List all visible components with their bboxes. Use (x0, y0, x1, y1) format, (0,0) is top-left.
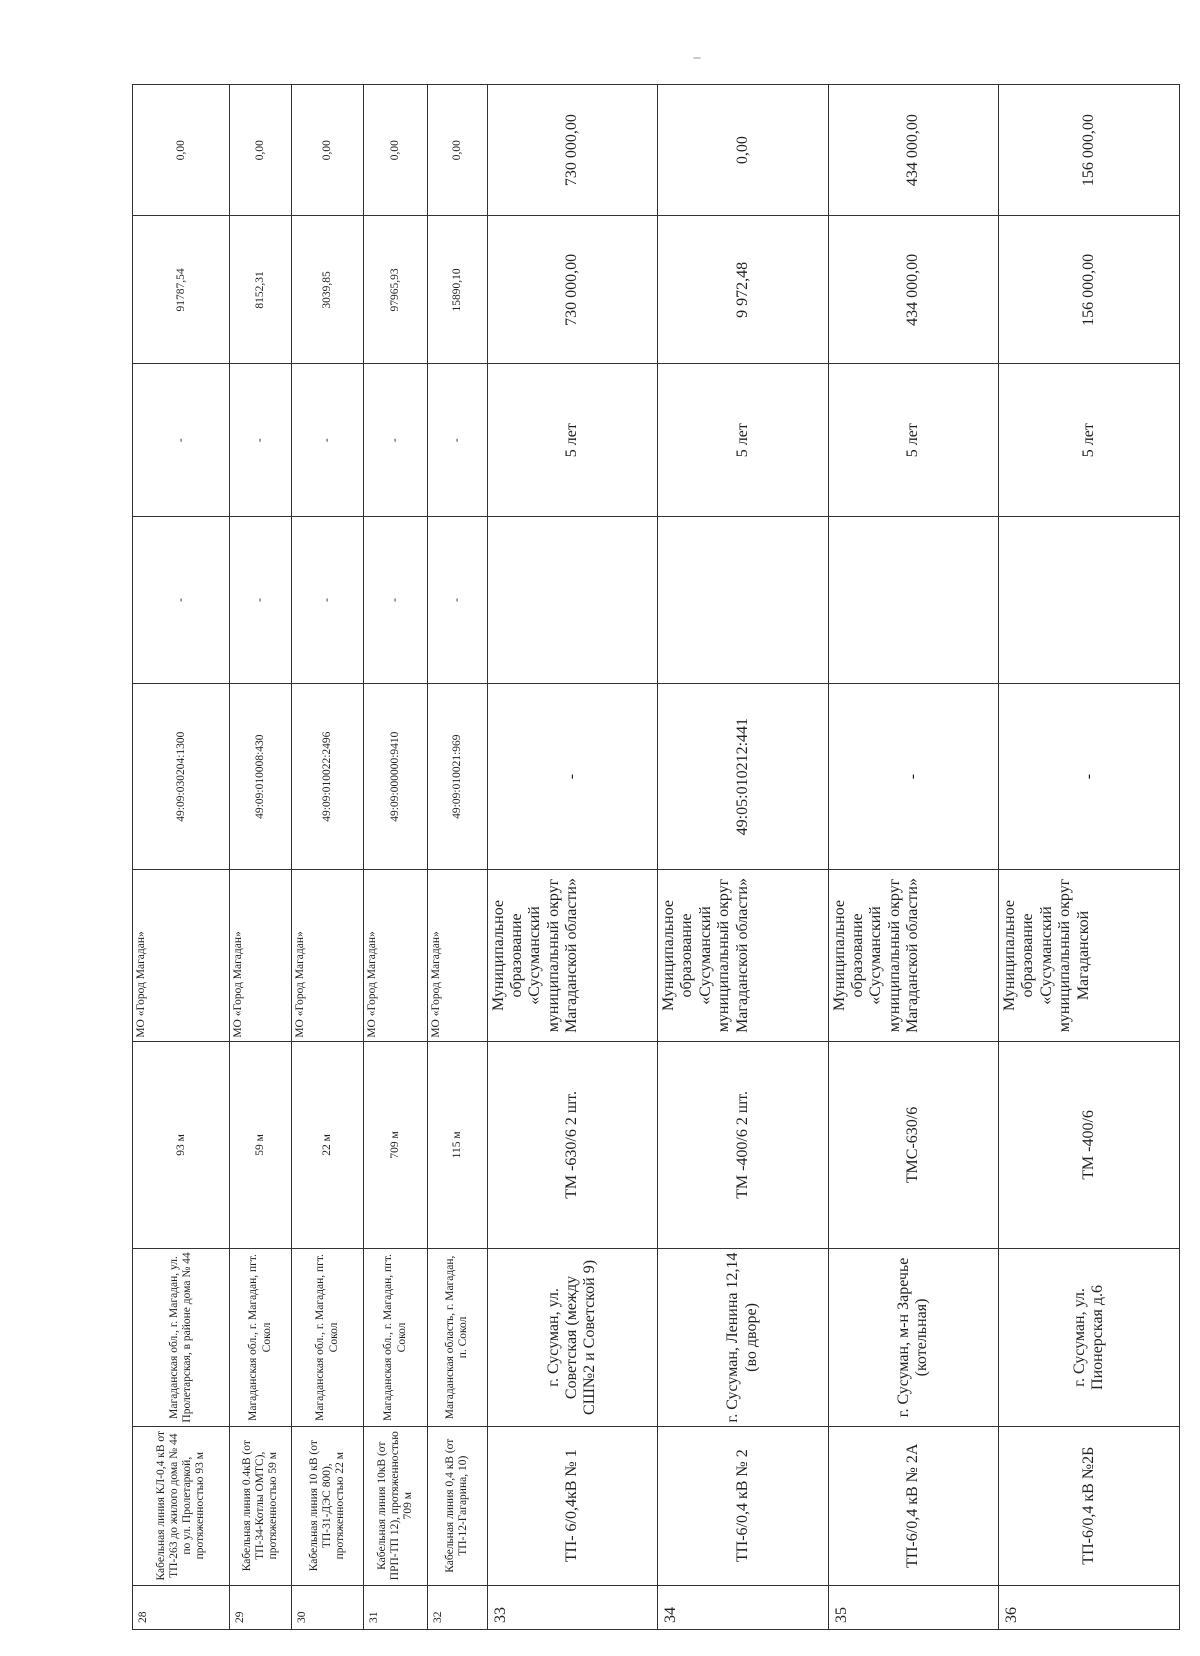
table-row (427, 85, 487, 1630)
term-value: 5 лет (998, 364, 1179, 516)
object-characteristic: 93 м (133, 1041, 230, 1248)
object-characteristic: ТМ -400/6 (998, 1041, 1179, 1248)
table-row (133, 85, 230, 1630)
object-name: ТП- 6/0,4кВ № 1 (487, 1426, 657, 1585)
row-number: 32 (427, 1585, 487, 1629)
term-value: 5 лет (828, 364, 998, 516)
term-value: - (364, 364, 428, 516)
cost-value: 91787,54 (133, 216, 230, 364)
cadastral-number: 49:09:030204:1300 (133, 684, 230, 870)
cost-value: 3039,85 (291, 216, 363, 364)
object-owner: МО «Город Магадан» (427, 870, 487, 1041)
term-value: - (133, 364, 230, 516)
property-table (132, 84, 1180, 1630)
amount-value: 0,00 (291, 85, 363, 216)
object-address: г. Сусуман, ул. Пионерская д.6 (998, 1249, 1179, 1427)
object-characteristic: 709 м (364, 1041, 428, 1248)
table-row (230, 85, 292, 1630)
row-number: 31 (364, 1585, 428, 1629)
object-characteristic: ТМ -630/6 2 шт. (487, 1041, 657, 1248)
object-name: ТП-6/0,4 кВ № 2 (658, 1426, 828, 1585)
row-number: 30 (291, 1585, 363, 1629)
cadastral-number: - (487, 684, 657, 870)
amount-value: 156 000,00 (998, 85, 1179, 216)
object-address: г. Сусуман, ул. Советская (между СШ№2 и Советской 9) (487, 1249, 657, 1427)
row-number: 35 (828, 1585, 998, 1629)
table-row (828, 85, 998, 1630)
object-address: Магаданская обл., г. Магадан, пгт. Сокол (364, 1249, 428, 1427)
table-row (658, 85, 828, 1630)
object-owner: Муниципальное образование «Сусуманский муниципальный округ Магаданской области» (828, 870, 998, 1041)
object-address: Магаданская обл., г. Магадан, пгт. Сокол (230, 1249, 292, 1427)
object-name: ТП-6/0,4 кВ № 2А (828, 1426, 998, 1585)
column-7-value: - (133, 516, 230, 683)
table-row (364, 85, 428, 1630)
amount-value: 730 000,00 (487, 85, 657, 216)
cost-value: 8152,31 (230, 216, 292, 364)
object-owner: МО «Город Магадан» (291, 870, 363, 1041)
row-number: 34 (658, 1585, 828, 1629)
term-value: - (291, 364, 363, 516)
object-owner: Муниципальное образование «Сусуманский муниципальный округ Магаданской области» (487, 870, 657, 1041)
object-name: Кабельная линия 10кВ (от ПРП-ТП 12), протяженностью 709 м (364, 1426, 428, 1585)
cadastral-number: 49:09:010008:430 (230, 684, 292, 870)
cadastral-number: 49:05:010212:441 (658, 684, 828, 870)
object-characteristic: ТМС-630/6 (828, 1041, 998, 1248)
row-number: 33 (487, 1585, 657, 1629)
object-characteristic: 59 м (230, 1041, 292, 1248)
term-value: 5 лет (487, 364, 657, 516)
amount-value: 434 000,00 (828, 85, 998, 216)
object-name: Кабельная линия 0.4кВ (от ТП-34-Котлы ОМТС), протяженностью 59 м (230, 1426, 292, 1585)
object-characteristic: 22 м (291, 1041, 363, 1248)
object-address: Магаданская область, г. Магадан, п. Сокол (427, 1249, 487, 1427)
column-7-value: - (427, 516, 487, 683)
column-7-value (658, 516, 828, 683)
object-owner: МО «Город Магадан» (133, 870, 230, 1041)
object-address: Магаданская обл., г. Магадан, ул. Пролетарская, в районе дома № 44 (133, 1249, 230, 1427)
object-characteristic: ТМ -400/6 2 шт. (658, 1041, 828, 1248)
term-value: - (427, 364, 487, 516)
column-7-value (487, 516, 657, 683)
amount-value: 0,00 (427, 85, 487, 216)
object-owner: МО «Город Магадан» (230, 870, 292, 1041)
term-value: 5 лет (658, 364, 828, 516)
term-value: - (230, 364, 292, 516)
object-name: Кабельная линия КЛ-0,4 кВ от ТП-263 до жилого дома № 44 по ул. Пролетаркой, протяженностью 93 м (133, 1426, 230, 1585)
object-name: Кабельная линия 10 кВ (от ТП-31-ДЭС 800), протяженностью 22 м (291, 1426, 363, 1585)
row-number: 28 (133, 1585, 230, 1629)
amount-value: 0,00 (364, 85, 428, 216)
cost-value: 730 000,00 (487, 216, 657, 364)
column-7-value: - (364, 516, 428, 683)
column-7-value: - (291, 516, 363, 683)
column-7-value (828, 516, 998, 683)
object-address: г. Сусуман, м-н Заречье (котельная) (828, 1249, 998, 1427)
row-number: 36 (998, 1585, 1179, 1629)
object-address: Магаданская обл., г. Магадан, пгт. Сокол (291, 1249, 363, 1427)
object-name: ТП-6/0,4 кВ №2Б (998, 1426, 1179, 1585)
column-7-value: - (230, 516, 292, 683)
scan-mark: ǁ (691, 56, 704, 60)
table-row (487, 85, 657, 1630)
amount-value: 0,00 (230, 85, 292, 216)
object-owner: Муниципальное образование «Сусуманский муниципальный округ Магаданской области» (658, 870, 828, 1041)
column-7-value (998, 516, 1179, 683)
object-owner: Муниципальное образование «Сусуманский муниципальный округ Магаданской (998, 870, 1179, 1041)
cadastral-number: 49:09:010021:969 (427, 684, 487, 870)
cadastral-number: - (828, 684, 998, 870)
object-owner: МО «Город Магадан» (364, 870, 428, 1041)
amount-value: 0,00 (658, 85, 828, 216)
table-row (998, 85, 1179, 1630)
object-name: Кабельная линия 0,4 кВ (от ТП-12-Гагарина, 10) (427, 1426, 487, 1585)
cost-value: 156 000,00 (998, 216, 1179, 364)
cadastral-number: 49:09:000000:9410 (364, 684, 428, 870)
cadastral-number: - (998, 684, 1179, 870)
amount-value: 0,00 (133, 85, 230, 216)
object-address: г. Сусуман, Ленина 12,14 (во дворе) (658, 1249, 828, 1427)
cadastral-number: 49:09:010022:2496 (291, 684, 363, 870)
cost-value: 9 972,48 (658, 216, 828, 364)
table-row (291, 85, 363, 1630)
row-number: 29 (230, 1585, 292, 1629)
cost-value: 434 000,00 (828, 216, 998, 364)
cost-value: 97965,93 (364, 216, 428, 364)
cost-value: 15890,10 (427, 216, 487, 364)
rotated-table-sheet (132, 84, 1180, 1630)
object-characteristic: 115 м (427, 1041, 487, 1248)
